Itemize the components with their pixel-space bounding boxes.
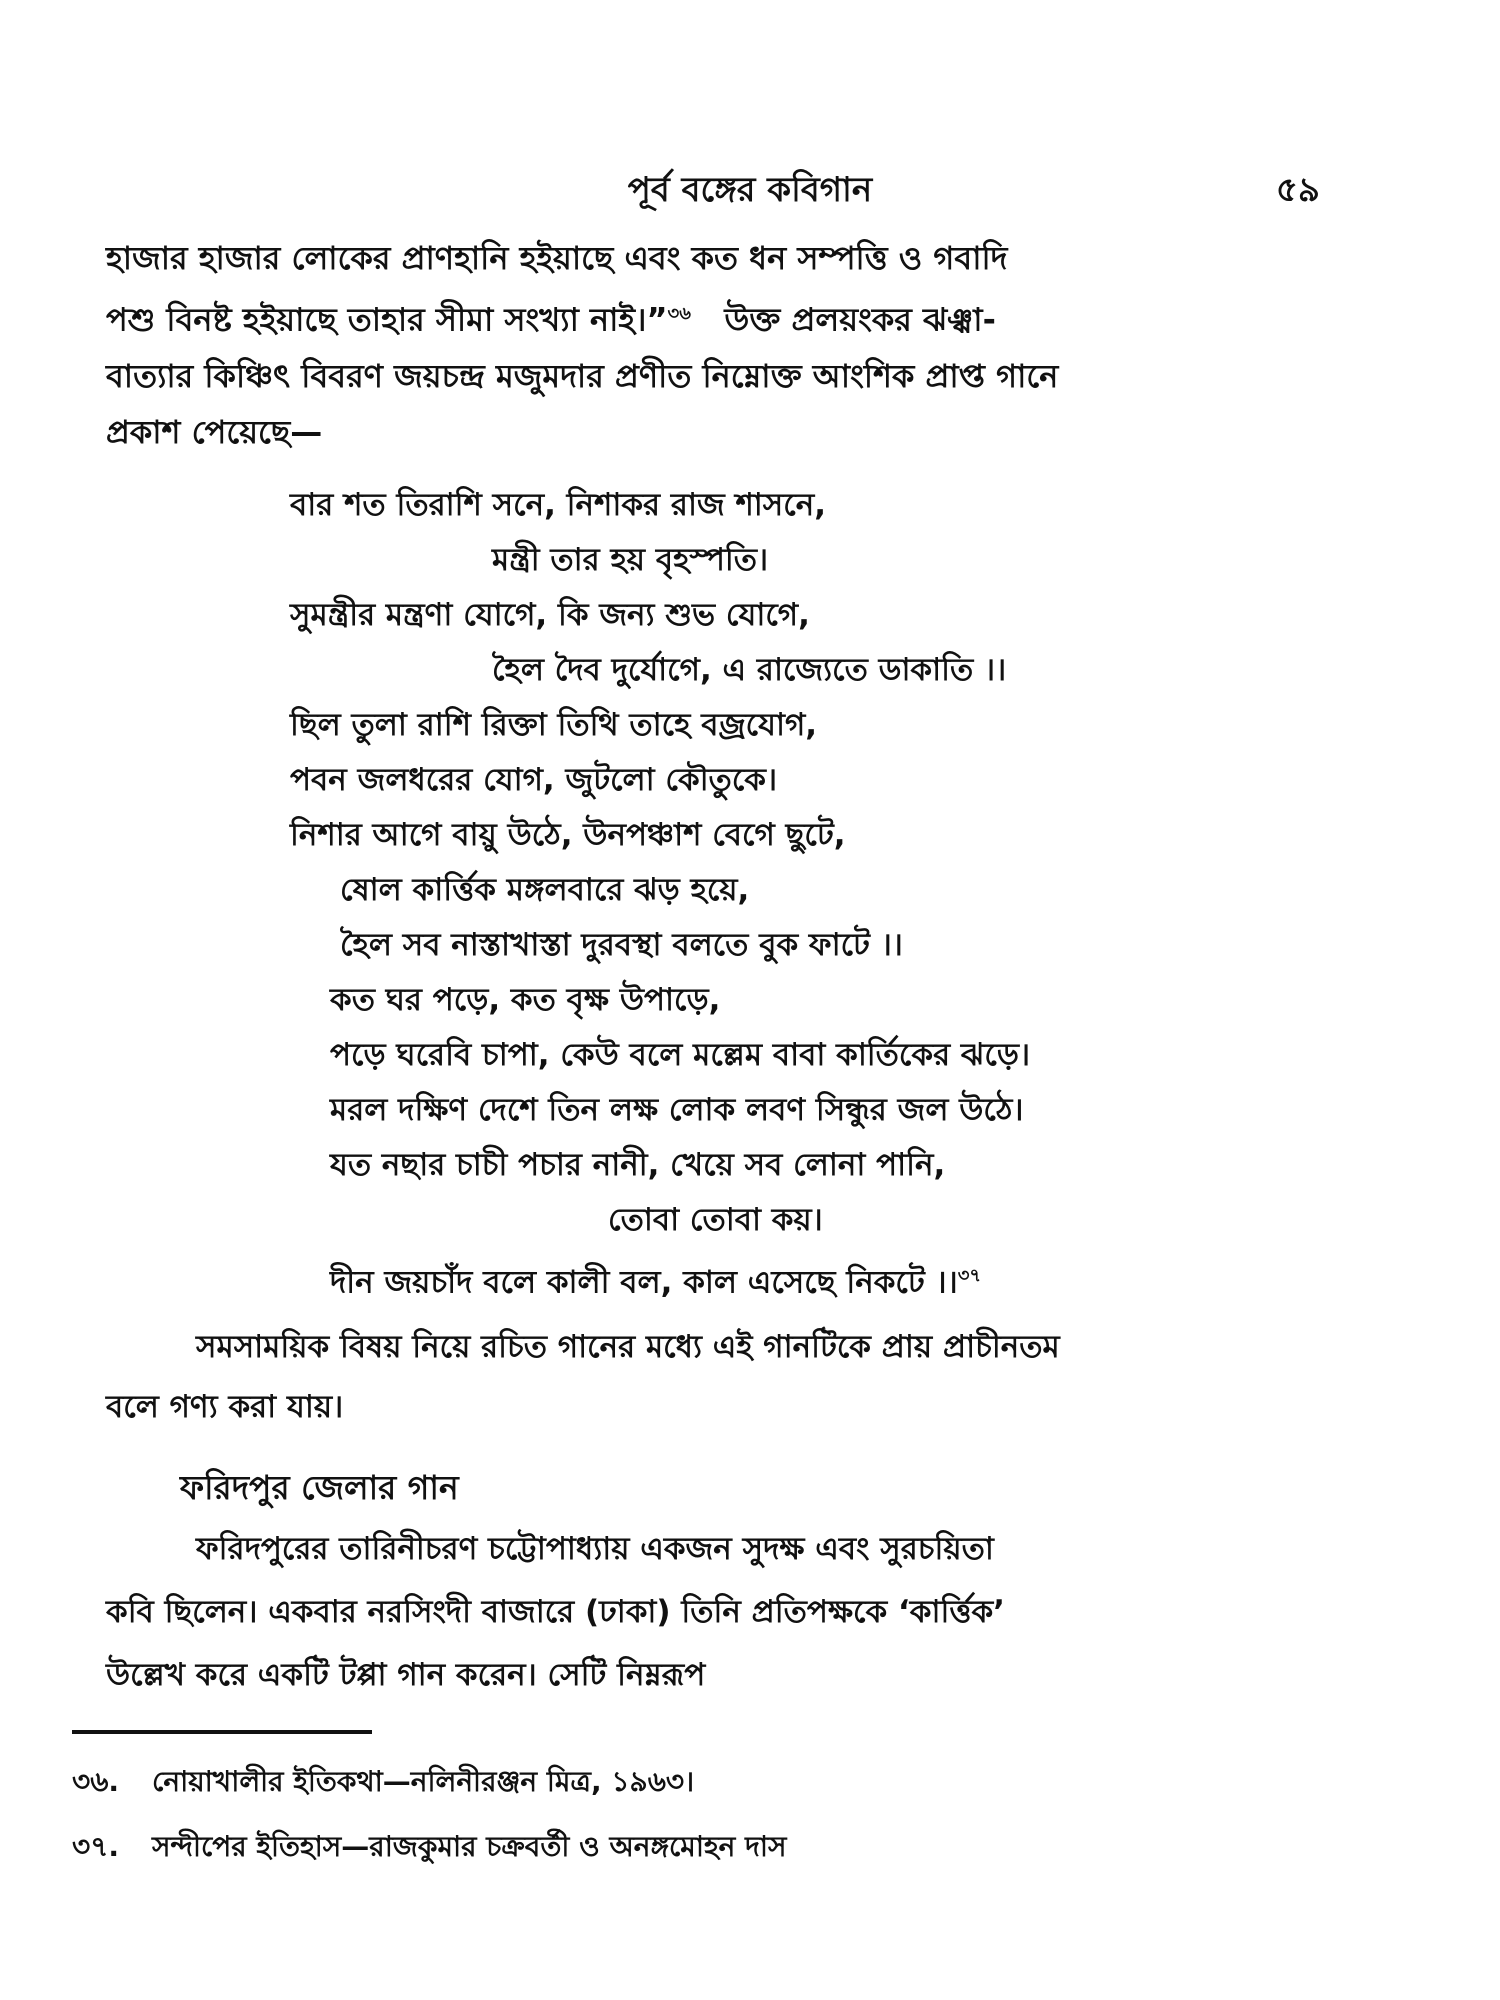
- verse-line-1: বার শত তিরাশি সনে, নিশাকর রাজ শাসনে,: [290, 487, 827, 523]
- verse-line-2: মন্ত্রী তার হয় বৃহস্পতি।: [492, 542, 769, 578]
- verse-line-14: তোবা তোবা কয়।: [608, 1202, 823, 1238]
- footnote-ref-36: ৩৬: [667, 303, 691, 324]
- paragraph-2-line-1: সমসাময়িক বিষয় নিয়ে রচিত গানের মধ্যে এই গানটিকে প্রায় প্রাচীনতম: [196, 1329, 1060, 1365]
- intro-line-2-text: পশু বিনষ্ট হইয়াছে তাহার সীমা সংখ্যা নাই।”: [106, 300, 668, 339]
- paragraph-2: [106, 1317, 1332, 1437]
- verse-line-12: মরল দক্ষিণ দেশে তিন লক্ষ লোক লবণ সিন্ধুর জল উঠে।: [330, 1092, 1024, 1128]
- verse-line-15-text: দীন জয়চাঁদ বলে কালী বল, কাল এসেছে নিকটে ।।: [330, 1264, 958, 1301]
- paragraph-2-line-2: বলে গণ্য করা যায়।: [106, 1389, 344, 1425]
- intro-line-3: বাত্যার কিঞ্চিৎ বিবরণ জয়চন্দ্র মজুমদার প্রণীত নিম্নোক্ত আংশিক প্রাপ্ত গানে: [106, 356, 1059, 395]
- intro-line-1: হাজার হাজার লোকের প্রাণহানি হইয়াছে এবং কত ধন সম্পত্তি ও গবাদি: [106, 239, 1008, 277]
- page-number: ৫৯: [1275, 170, 1320, 210]
- verse-line-8: ষোল কার্ত্তিক মঙ্গলবারে ঝড় হয়ে,: [340, 872, 750, 908]
- verse-line-13: যত নছার চাচী পচার নানী, খেয়ে সব লোনা পানি,: [330, 1147, 946, 1183]
- footnote-36: [72, 1760, 694, 1807]
- verse-line-7: নিশার আগে বায়ু উঠে, উনপঞ্চাশ বেগে ছুটে,: [290, 817, 846, 853]
- footnote-number: ৩৭.: [72, 1830, 120, 1863]
- section-line-3: উল্লেখ করে একটি টপ্পা গান করেন। সেটি নিম্নরূপ: [106, 1657, 706, 1693]
- footnote-text: সন্দীপের ইতিহাস—রাজকুমার চক্রবর্তী ও অনঙ্গমোহন দাস: [152, 1830, 787, 1863]
- intro-paragraph: [106, 230, 1332, 460]
- footnote-text: নোয়াখালীর ইতিকথা—নলিনীরঞ্জন মিত্র, ১৯৬৩।: [152, 1765, 695, 1798]
- verse-line-11: পড়ে ঘরেবি চাপা, কেউ বলে মল্লেম বাবা কার্তিকের ঝড়ে।: [330, 1037, 1031, 1073]
- running-header-title: পূর্ব বঙ্গের কবিগান: [627, 170, 873, 210]
- footnote-37: [72, 1825, 786, 1872]
- verse-line-15: [330, 1248, 981, 1310]
- footnote-ref-37: ৩৭: [957, 1265, 982, 1286]
- intro-line-2-tail: উক্ত প্রলয়ংকর ঝঞ্ঝা-: [724, 300, 996, 339]
- section-line-2: কবি ছিলেন। একবার নরসিংদী বাজারে (ঢাকা) তিনি প্রতিপক্ষকে ‘কার্ত্তিক’: [106, 1594, 1005, 1630]
- verse-line-6: পবন জলধরের যোগ, জুটলো কৌতুকে।: [290, 762, 778, 798]
- footnote-divider: [72, 1730, 372, 1734]
- verse-line-10: কত ঘর পড়ে, কত বৃক্ষ উপাড়ে,: [330, 982, 721, 1018]
- section-line-1: ফরিদপুরের তারিনীচরণ চট্টোপাধ্যায় একজন সুদক্ষ এবং সুরচয়িতা: [196, 1531, 994, 1567]
- footnote-number: ৩৬.: [72, 1765, 120, 1798]
- intro-line-2: [106, 286, 1332, 348]
- section-heading: ফরিদপুর জেলার গান: [180, 1468, 459, 1507]
- verse-line-4: হৈল দৈব দুর্যোগে, এ রাজ্যেতে ডাকাতি ।।: [492, 652, 1007, 688]
- intro-line-4: প্রকাশ পেয়েছে—: [106, 412, 323, 451]
- verse-line-3: সুমন্ত্রীর মন্ত্রণা যোগে, কি জন্য শুভ যোগে,: [290, 597, 810, 633]
- verse-line-5: ছিল তুলা রাশি রিক্তা তিথি তাহে বজ্রযোগ,: [290, 707, 818, 743]
- verse-line-9: হৈল সব নাস্তাখাস্তা দুরবস্থা বলতে বুক ফাটে ।।: [340, 927, 903, 963]
- section-paragraph: [106, 1518, 1332, 1707]
